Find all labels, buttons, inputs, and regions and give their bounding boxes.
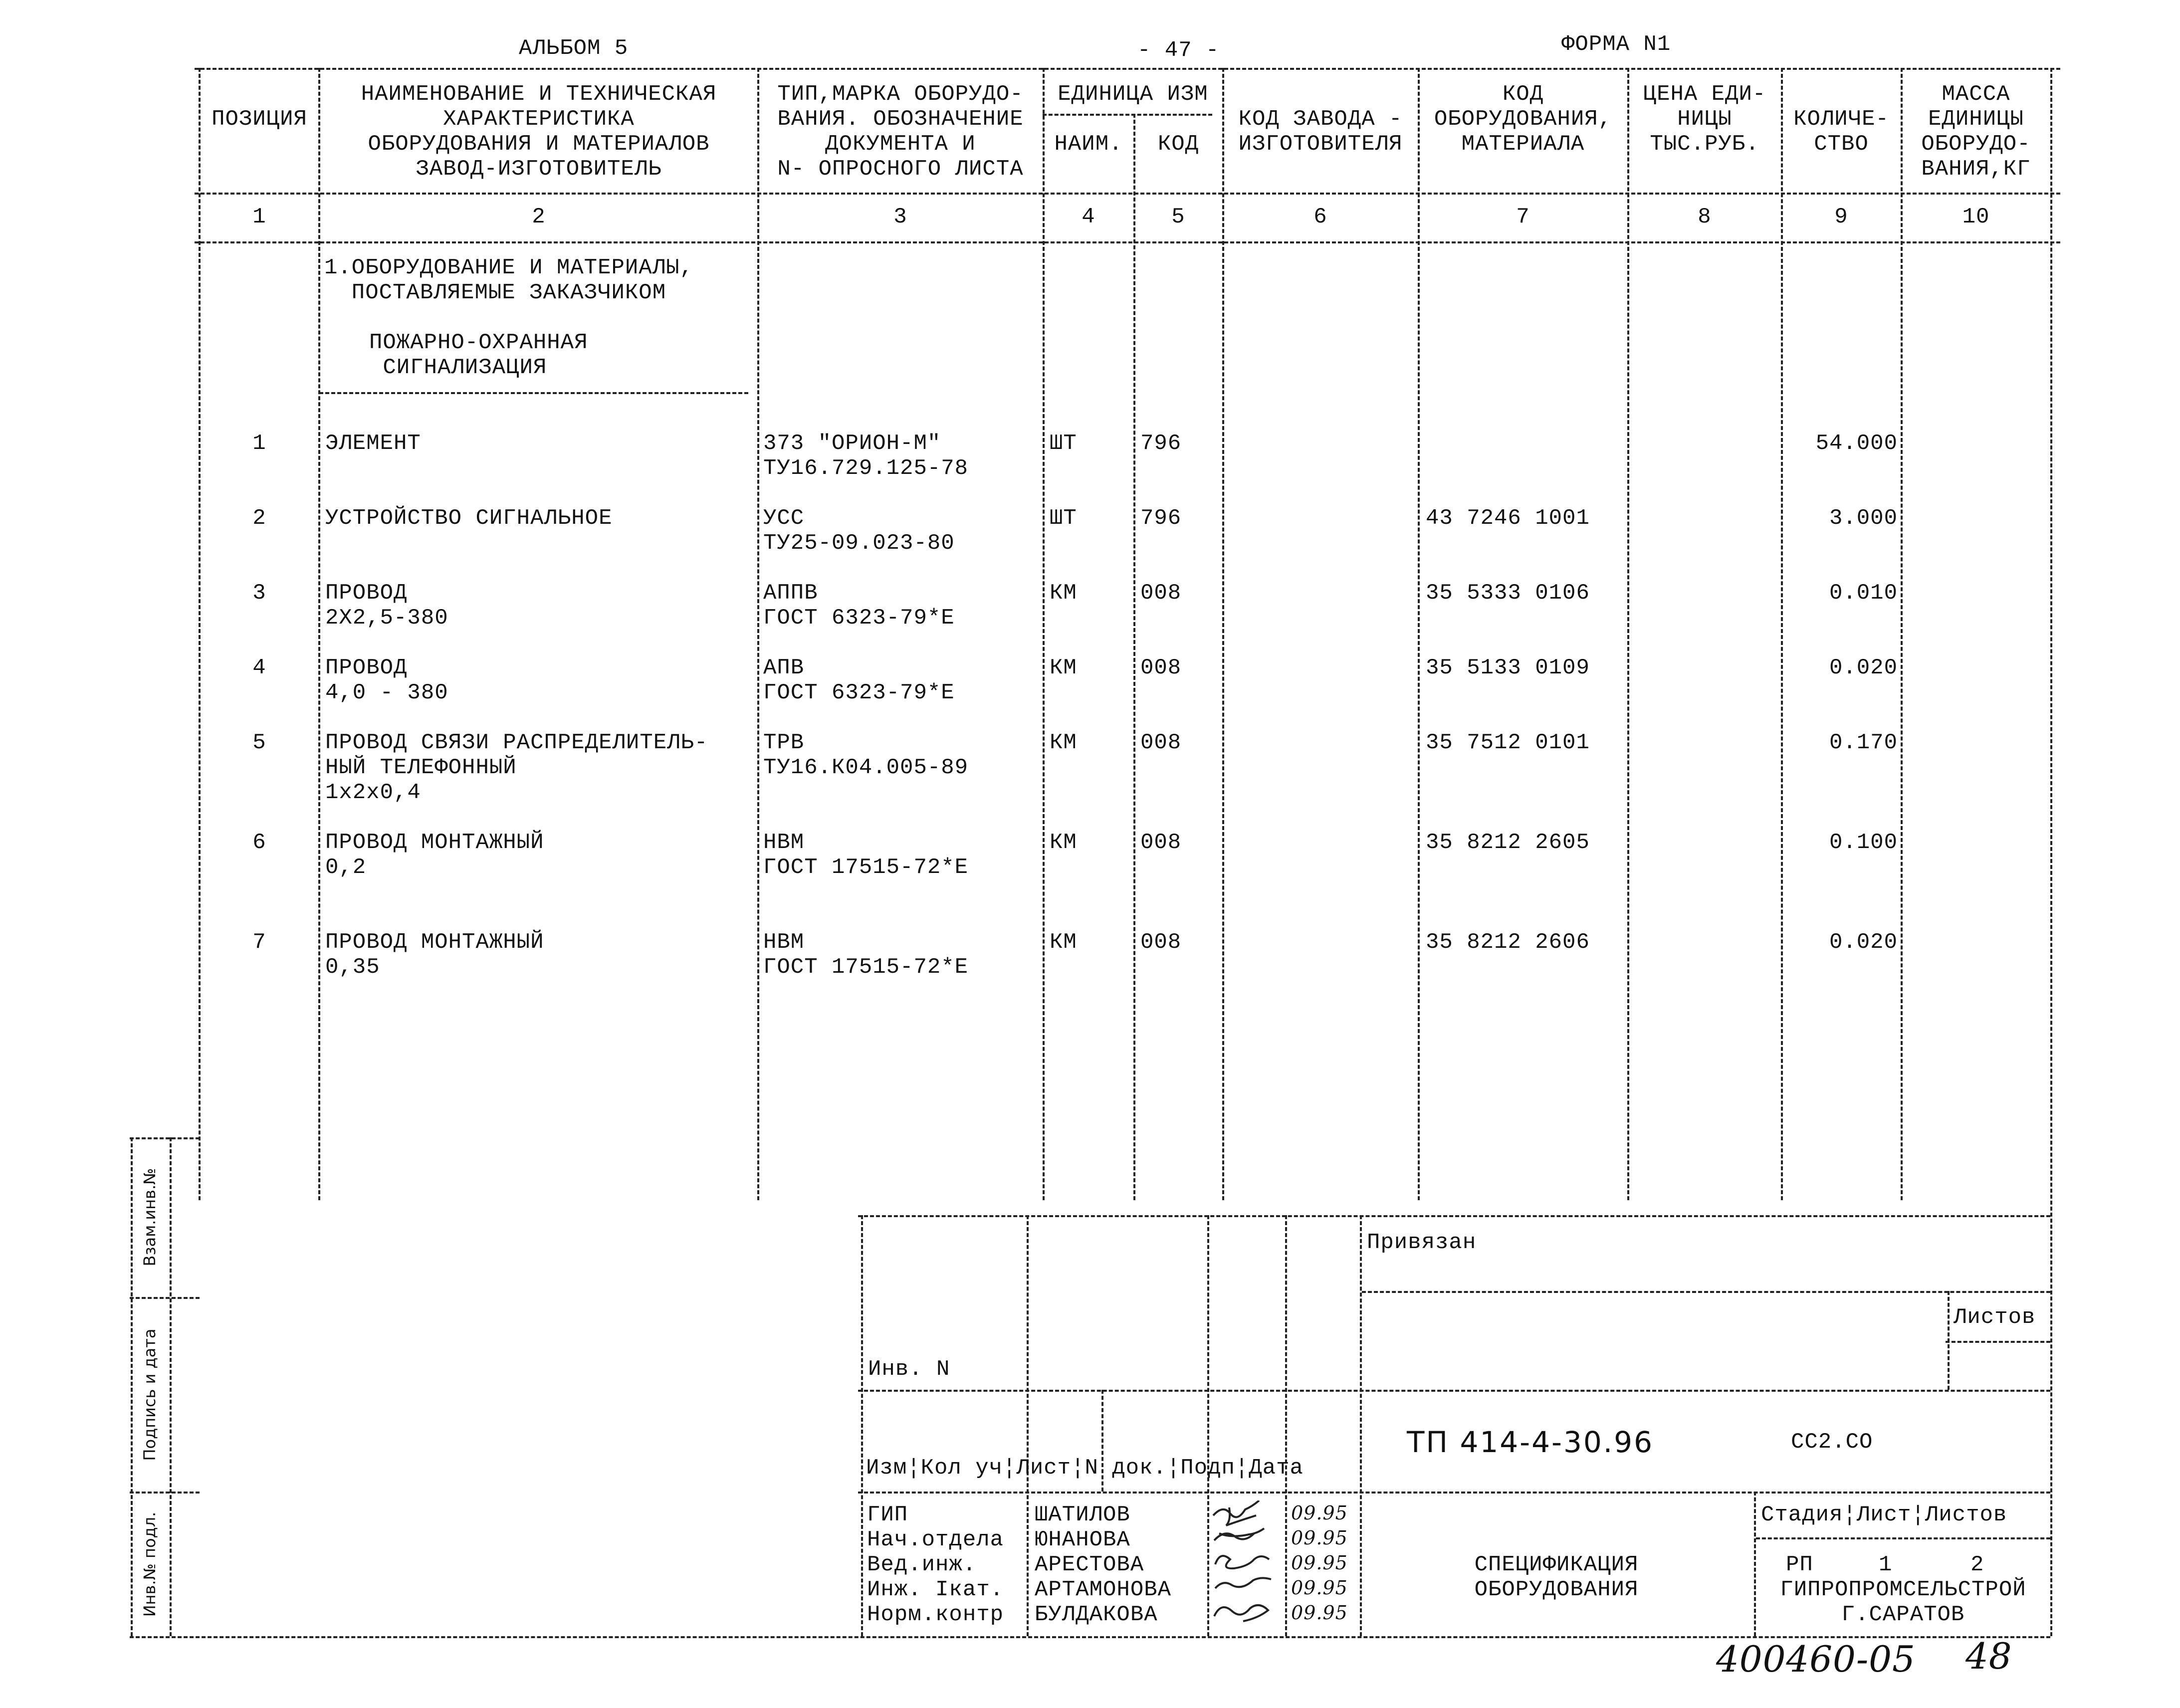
- row-quantity: 3.000: [1829, 506, 1898, 531]
- stamp-dates: 09.95 09.95 09.95 09.95 09.95: [1291, 1502, 1348, 1624]
- stamp-rule-sheets: [1946, 1341, 2050, 1343]
- row-name: ЭЛЕМЕНТ: [325, 431, 421, 456]
- row-type: АПВ ГОСТ 6323-79*Е: [763, 655, 955, 705]
- row-quantity: 54.000: [1815, 431, 1898, 456]
- stamp-v-left: [861, 1215, 863, 1636]
- row-position: 5: [252, 730, 266, 755]
- unit-split-rule: [1043, 114, 1212, 116]
- col-number-5: 5: [1171, 205, 1185, 229]
- col-number-8: 8: [1698, 205, 1712, 229]
- row-position: 3: [252, 581, 266, 606]
- col-number-1: 1: [252, 205, 266, 229]
- row-type: НВМ ГОСТ 17515-72*Е: [763, 830, 969, 880]
- row-quantity: 0.020: [1829, 655, 1898, 680]
- stamp-v-2: [1027, 1215, 1029, 1636]
- stamp-revision-headers: Изм¦Кол уч¦Лист¦N док.¦Подп¦Дата: [866, 1456, 1304, 1481]
- col-line-6: [1222, 68, 1224, 1200]
- row-material-code: 35 5133 0109: [1426, 655, 1590, 680]
- row-material-code: 35 7512 0101: [1426, 730, 1590, 755]
- col-header-unit-code: КОД: [1157, 132, 1199, 157]
- col-number-10: 10: [1962, 205, 1990, 229]
- col-header-name: НАИМЕНОВАНИЕ И ТЕХНИЧЕСКАЯ ХАРАКТЕРИСТИКА ОБОРУДОВАНИЯ И МАТЕРИАЛОВ ЗАВОД-ИЗГОТОВИТЕЛЬ: [361, 82, 717, 182]
- stamp-v-5: [1285, 1215, 1287, 1636]
- side-label-replacement: Взам.инв.№: [140, 1168, 159, 1267]
- stamp-organization: ГИПРОПРОМСЕЛЬСТРОЙ Г.САРАТОВ: [1780, 1577, 2026, 1627]
- row-unit-code: 008: [1140, 830, 1182, 855]
- row-type: 373 "ОРИОН-М" ТУ16.729.125-78: [763, 431, 969, 481]
- row-type: ТРВ ТУ16.К04.005-89: [763, 730, 969, 780]
- stamp-rule-linked: [1362, 1291, 2050, 1293]
- row-unit-code: 008: [1140, 655, 1182, 680]
- row-quantity: 0.170: [1829, 730, 1898, 755]
- row-material-code: 43 7246 1001: [1426, 506, 1590, 531]
- col-header-unit: ЕДИНИЦА ИЗМ: [1058, 82, 1208, 107]
- stamp-rule-inv: [858, 1390, 2050, 1392]
- stamp-doc-code: ТП 414-4-30.96: [1407, 1425, 1654, 1459]
- side-rule-1: [130, 1137, 200, 1139]
- col-header-mass: МАССА ЕДИНИЦЫ ОБОРУДО- ВАНИЯ,КГ: [1921, 82, 2031, 182]
- col-line-1: [199, 68, 201, 1200]
- col-number-3: 3: [893, 205, 907, 229]
- col-header-unit-name: НАИМ.: [1054, 132, 1123, 157]
- row-type: НВМ ГОСТ 17515-72*Е: [763, 930, 969, 980]
- row-quantity: 0.020: [1829, 930, 1898, 955]
- page-number: - 47 -: [1137, 38, 1220, 63]
- section-underline: [319, 392, 748, 394]
- row-unit-code: 796: [1140, 506, 1182, 531]
- col-line-8: [1627, 68, 1629, 1200]
- col-line-3: [757, 68, 759, 1200]
- col-line-2: [318, 68, 320, 1200]
- row-name: ПРОВОД 2Х2,5-380: [325, 581, 448, 631]
- row-unit: КМ: [1050, 730, 1077, 755]
- col-line-4: [1043, 68, 1045, 1200]
- stamp-rule-stage: [1756, 1537, 2050, 1539]
- row-material-code: 35 5333 0106: [1426, 581, 1590, 606]
- col-header-position: ПОЗИЦИЯ: [212, 107, 307, 132]
- section-title: 1.ОБОРУДОВАНИЕ И МАТЕРИАЛЫ, ПОСТАВЛЯЕМЫЕ ЗАКАЗЧИКОМ: [324, 255, 693, 305]
- row-type: УСС ТУ25-09.023-80: [763, 506, 955, 556]
- row-position: 6: [252, 830, 266, 855]
- col-line-9: [1781, 68, 1783, 1200]
- row-unit: ШТ: [1050, 431, 1077, 456]
- row-name: ПРОВОД 4,0 - 380: [325, 655, 448, 705]
- row-unit: ШТ: [1050, 506, 1077, 531]
- stamp-stage-header: Стадия¦Лист¦Листов: [1761, 1502, 2007, 1527]
- stamp-signatures: [1209, 1500, 1284, 1630]
- col-header-type: ТИП,МАРКА ОБОРУДО- ВАНИЯ. ОБОЗНАЧЕНИЕ ДОКУМЕНТА И N- ОПРОСНОГО ЛИСТА: [777, 82, 1024, 182]
- numbers-bottom-rule: [195, 241, 2060, 243]
- stamp-sheets: 2: [1970, 1552, 1984, 1577]
- row-position: 1: [252, 431, 266, 456]
- table-top-rule: [195, 68, 2060, 70]
- side-rule-3: [130, 1492, 200, 1494]
- stamp-title: СПЕЦИФИКАЦИЯ ОБОРУДОВАНИЯ: [1474, 1552, 1639, 1602]
- footer-sheet-number: 48: [1965, 1635, 2012, 1677]
- header-bottom-rule: [195, 193, 2060, 195]
- row-position: 2: [252, 506, 266, 531]
- stamp-sheets-label: Листов: [1954, 1305, 2036, 1330]
- row-type: АППВ ГОСТ 6323-79*Е: [763, 581, 955, 631]
- stamp-names: ШАТИЛОВ ЮНАНОВА АРЕСТОВА АРТАМОНОВА БУЛДАКОВА: [1035, 1502, 1172, 1627]
- row-material-code: 35 8212 2606: [1426, 930, 1590, 955]
- row-name: ПРОВОД МОНТАЖНЫЙ 0,2: [325, 830, 544, 880]
- row-unit-code: 008: [1140, 930, 1182, 955]
- row-name: ПРОВОД МОНТАЖНЫЙ 0,35: [325, 930, 544, 980]
- col-header-material-code: КОД ОБОРУДОВАНИЯ, МАТЕРИАЛА: [1434, 82, 1612, 157]
- row-name: ПРОВОД СВЯЗИ РАСПРЕДЕЛИТЕЛЬ- НЫЙ ТЕЛЕФОННЫЙ 1х2х0,4: [325, 730, 708, 805]
- form-label: ФОРМА N1: [1561, 32, 1671, 57]
- side-label-original-inv: Инв.№ подл.: [140, 1511, 159, 1617]
- col-line-5: [1133, 114, 1135, 1200]
- row-position: 7: [252, 930, 266, 955]
- col-header-price: ЦЕНА ЕДИ- НИЦЫ ТЫС.РУБ.: [1643, 82, 1766, 157]
- col-number-2: 2: [532, 205, 546, 229]
- row-unit: КМ: [1050, 581, 1077, 606]
- row-position: 4: [252, 655, 266, 680]
- side-line-mid: [170, 1137, 172, 1636]
- footer-archive-code: 400460-05: [1716, 1638, 1916, 1680]
- stamp-stage: РП: [1786, 1552, 1813, 1577]
- stamp-inv: Инв. N: [868, 1357, 950, 1382]
- row-material-code: 35 8212 2605: [1426, 830, 1590, 855]
- col-line-right: [2050, 68, 2052, 1636]
- col-line-10: [1901, 68, 1903, 1200]
- col-header-quantity: КОЛИЧЕ- СТВО: [1793, 107, 1889, 157]
- section-subtitle: ПОЖАРНО-ОХРАННАЯ СИГНАЛИЗАЦИЯ: [369, 330, 588, 380]
- col-number-9: 9: [1834, 205, 1848, 229]
- row-unit: КМ: [1050, 830, 1077, 855]
- stamp-rule-rev: [858, 1492, 2050, 1494]
- stamp-v-sheets: [1948, 1291, 1950, 1390]
- stamp-sheet: 1: [1879, 1552, 1893, 1577]
- side-line-left: [131, 1137, 133, 1636]
- stamp-linked: Привязан: [1367, 1230, 1477, 1255]
- row-quantity: 0.010: [1829, 581, 1898, 606]
- side-label-signature-date: Подпись и дата: [140, 1328, 159, 1461]
- album-label: АЛЬБОМ 5: [519, 36, 629, 61]
- stamp-roles: ГИП Нач.отдела Вед.инж. Инж. Iкат. Норм.контр: [867, 1502, 1004, 1627]
- col-number-7: 7: [1516, 205, 1530, 229]
- row-unit-code: 008: [1140, 730, 1182, 755]
- row-name: УСТРОЙСТВО СИГНАЛЬНОЕ: [325, 506, 613, 531]
- row-unit: КМ: [1050, 655, 1077, 680]
- row-unit-code: 008: [1140, 581, 1182, 606]
- row-quantity: 0.100: [1829, 830, 1898, 855]
- col-line-7: [1418, 68, 1420, 1200]
- col-number-4: 4: [1082, 205, 1095, 229]
- stamp-top-rule: [858, 1215, 2050, 1217]
- row-unit: КМ: [1050, 930, 1077, 955]
- row-unit-code: 796: [1140, 431, 1182, 456]
- col-header-factory-code: КОД ЗАВОДА - ИЗГОТОВИТЕЛЯ: [1238, 107, 1403, 157]
- stamp-doc-mark: СС2.СО: [1791, 1430, 1873, 1455]
- side-rule-2: [130, 1297, 200, 1299]
- col-number-6: 6: [1313, 205, 1327, 229]
